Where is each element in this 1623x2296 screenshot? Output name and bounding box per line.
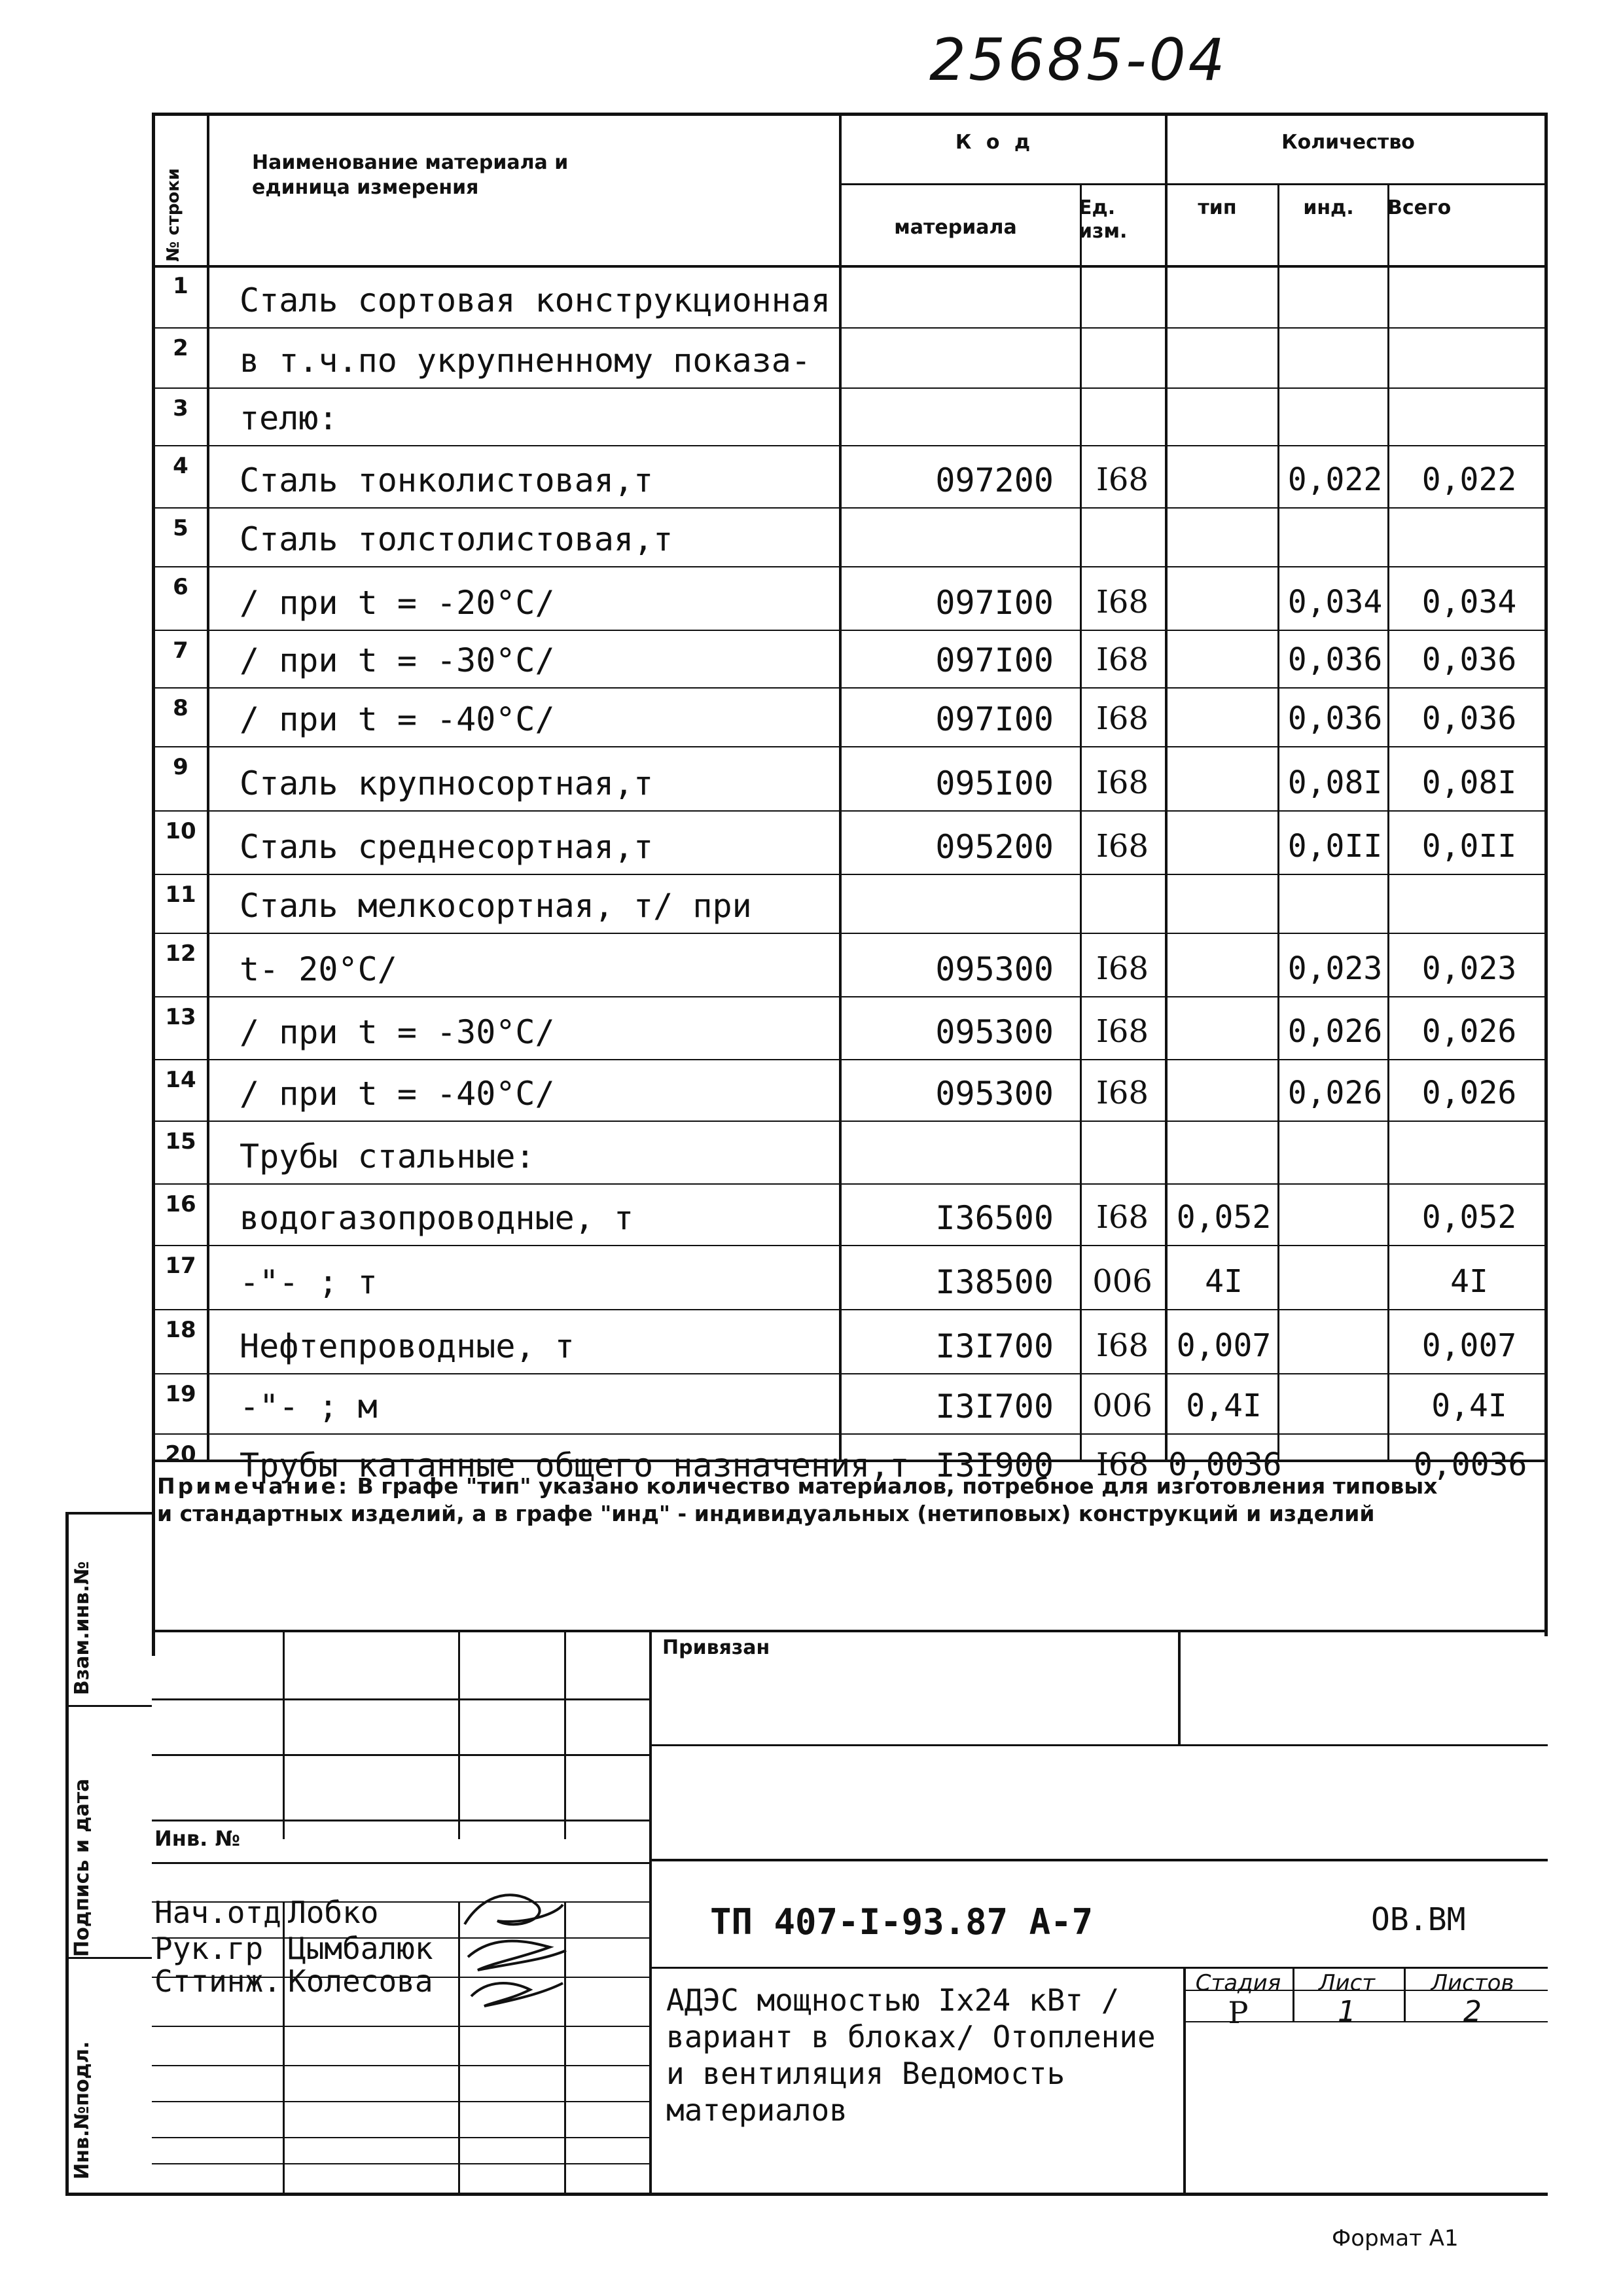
stamp-line — [65, 1957, 152, 1959]
stamp-line — [65, 1512, 152, 1515]
material-name: t- 20°C/ — [240, 950, 397, 988]
paper-format: Формат А1 — [1332, 2225, 1459, 2251]
row-number: 4 — [173, 453, 188, 479]
stamp-line — [152, 1630, 1548, 1632]
quantity-ind: 0,026 — [1287, 1013, 1383, 1050]
side-label-replaces: Взам.инв.№ — [71, 1561, 94, 1695]
material-name: Сталь мелкосортная, т/ при — [240, 887, 752, 925]
header-ind: инд. — [1303, 196, 1354, 219]
document-title: АДЭС мощностью Iх24 кВт /вариант в блоках/ Отопление и вентиляция Ведомость материалов — [666, 1982, 1156, 2128]
note — [157, 1473, 1440, 1528]
row-number: 3 — [173, 395, 188, 422]
quantity-tip: 0,052 — [1176, 1199, 1272, 1236]
row-number: 15 — [165, 1128, 196, 1155]
row-line — [152, 810, 1544, 812]
row-number: 20 — [165, 1441, 196, 1467]
signer-name: Лобко — [288, 1895, 379, 1930]
row-line — [152, 746, 1544, 747]
unit-code: 006 — [1092, 1388, 1152, 1424]
row-line — [152, 1309, 1544, 1310]
stamp-line — [152, 2137, 649, 2138]
stamp-line — [65, 1705, 152, 1707]
material-code: 095300 — [935, 950, 1054, 988]
signature-scribbles — [458, 1885, 569, 2022]
quantity-total: 0,026 — [1421, 1075, 1517, 1111]
row-line — [152, 933, 1544, 934]
row-number: 9 — [173, 754, 188, 780]
row-number: 13 — [165, 1004, 196, 1030]
project-code: ТП 407-I-93.87 А-7 — [710, 1901, 1094, 1943]
column-line — [1080, 183, 1082, 1460]
quantity-ind: 0,08I — [1287, 764, 1383, 801]
row-line — [152, 1183, 1544, 1185]
header-row-number: № строки — [164, 168, 183, 262]
row-line — [152, 327, 1544, 329]
quantity-total: 4I — [1450, 1263, 1488, 1300]
quantity-total: 0,08I — [1421, 764, 1517, 801]
quantity-total: 0,034 — [1421, 584, 1517, 620]
row-number: 17 — [165, 1253, 196, 1279]
stamp-line — [152, 2065, 649, 2066]
stamp-line — [649, 1630, 652, 2196]
quantity-total: 0,4I — [1431, 1388, 1507, 1424]
stamp-line — [649, 1967, 1548, 1969]
unit-code: I68 — [1096, 1075, 1149, 1111]
header-unit: Ед. изм. — [1079, 196, 1128, 243]
row-number: 8 — [173, 695, 188, 721]
sheet-label: Лист — [1318, 1970, 1376, 1996]
material-code: I38500 — [935, 1263, 1054, 1301]
quantity-ind: 0,036 — [1287, 700, 1383, 737]
inventory-number-label: Инв. № — [154, 1826, 240, 1851]
material-name: Сталь тонколистовая,т — [240, 461, 654, 499]
unit-code: I68 — [1096, 764, 1149, 801]
stamp-line — [152, 2163, 649, 2164]
row-line — [152, 996, 1544, 997]
stage-label: Стадия — [1195, 1970, 1281, 1996]
quantity-ind: 0,036 — [1287, 641, 1383, 678]
side-label-signature-date: Подпись и дата — [71, 1778, 94, 1957]
quantity-total: 0,023 — [1421, 950, 1517, 987]
column-line — [1165, 113, 1168, 1460]
row-number: 12 — [165, 941, 196, 967]
material-name: / при t = -40°C/ — [240, 700, 555, 738]
sheets-value: 2 — [1463, 1995, 1482, 2028]
material-code: 095300 — [935, 1075, 1054, 1113]
stamp-line — [65, 1512, 69, 2196]
quantity-total: 0,022 — [1421, 461, 1517, 498]
quantity-total: 0,036 — [1421, 641, 1517, 678]
stamp-line — [152, 1820, 649, 1821]
stamp-line — [152, 1698, 649, 1700]
unit-code: 006 — [1092, 1263, 1152, 1300]
table-top-border — [152, 113, 1544, 116]
quantity-tip: 4I — [1205, 1263, 1243, 1300]
material-name: Сталь сортовая конструкционная — [240, 281, 831, 319]
unit-code: I68 — [1096, 1327, 1149, 1364]
stamp-line — [152, 2026, 649, 2027]
row-number: 6 — [173, 574, 188, 600]
material-name: Трубы катанные общего назначения,т — [240, 1446, 910, 1484]
row-number: 2 — [173, 335, 188, 361]
quantity-total: 0,036 — [1421, 700, 1517, 737]
row-number: 18 — [165, 1317, 196, 1343]
quantity-tip: 0,4I — [1186, 1388, 1262, 1424]
unit-code: I68 — [1096, 1446, 1149, 1483]
material-code: 095I00 — [935, 764, 1054, 802]
side-label-inventory: Инв.№подл. — [71, 2041, 94, 2179]
header-code: К о д — [955, 131, 1035, 154]
note-text: В графе "тип" указано количество материалов, потребное для изготовления типовых и стандартных изделий, а в графе "инд" - индивидуальных (нетиповых) конструкций и изделий — [157, 1473, 1438, 1526]
row-number: 1 — [173, 273, 188, 299]
material-code: I3I700 — [935, 1388, 1054, 1426]
material-name: -"- ; т — [240, 1263, 378, 1301]
row-number: 11 — [165, 882, 196, 908]
material-name: Сталь крупносортная,т — [240, 764, 654, 802]
quantity-total: 0,0II — [1421, 828, 1517, 865]
stamp-line — [649, 1744, 1548, 1746]
material-code: 097200 — [935, 461, 1054, 499]
material-code: 097I00 — [935, 584, 1054, 622]
quantity-total: 0,052 — [1421, 1199, 1517, 1236]
privyazan-label: Привязан — [662, 1636, 770, 1659]
unit-code: I68 — [1096, 461, 1149, 498]
stamp-line — [152, 1754, 649, 1756]
stamp-line — [564, 1630, 566, 1839]
quantity-total: 0,007 — [1421, 1327, 1517, 1364]
row-line — [152, 387, 1544, 389]
row-number: 16 — [165, 1191, 196, 1217]
material-code: 095200 — [935, 828, 1054, 866]
quantity-ind: 0,0II — [1287, 828, 1383, 865]
material-code: I3I700 — [935, 1327, 1054, 1365]
row-line — [152, 1059, 1544, 1060]
stamp-line — [283, 1630, 285, 1839]
material-code: I3I900 — [935, 1446, 1054, 1484]
quantity-ind: 0,034 — [1287, 584, 1383, 620]
unit-code: I68 — [1096, 700, 1149, 737]
quantity-tip: 0,007 — [1176, 1327, 1272, 1364]
stamp-line — [283, 1901, 285, 2193]
signer-role: Сттинж. — [154, 1964, 281, 1999]
material-name: Трубы стальные: — [240, 1138, 535, 1175]
stamp-line — [1178, 1630, 1181, 1744]
unit-code: I68 — [1096, 950, 1149, 987]
unit-code: I68 — [1096, 1013, 1149, 1050]
stamp-line — [152, 2101, 649, 2102]
stamp-line — [458, 1630, 460, 1839]
material-name: -"- ; м — [240, 1388, 378, 1426]
unit-code: I68 — [1096, 828, 1149, 865]
row-number: 10 — [165, 818, 196, 844]
header-name: Наименование материала и единица измерения — [252, 151, 569, 199]
row-line — [152, 507, 1544, 509]
header-total: Всего — [1387, 196, 1452, 219]
material-name: Нефтепроводные, т — [240, 1327, 575, 1365]
quantity-tip: 0,0036 — [1168, 1446, 1282, 1483]
stamp-line — [152, 1862, 649, 1864]
row-number: 7 — [173, 637, 188, 664]
material-name: / при t = -40°C/ — [240, 1075, 555, 1113]
document-number: 25685-04 — [929, 26, 1228, 94]
unit-code: I68 — [1096, 641, 1149, 678]
material-code: 095300 — [935, 1013, 1054, 1051]
material-code: I36500 — [935, 1199, 1054, 1237]
row-line — [152, 1121, 1544, 1122]
material-code: 097I00 — [935, 641, 1054, 679]
table-right-border — [1544, 113, 1548, 1636]
header-split-line — [839, 183, 1544, 185]
material-name: Сталь среднесортная,т — [240, 828, 654, 866]
header-material: материала — [894, 216, 1017, 239]
material-name: в т.ч.по укрупненному показа- — [240, 342, 811, 380]
document-mark: ОВ.ВМ — [1371, 1901, 1466, 1938]
stamp-line — [65, 2193, 1548, 2196]
stage-value: Р — [1228, 1995, 1249, 2030]
row-line — [152, 1433, 1544, 1435]
sheets-label: Листов — [1431, 1970, 1514, 1996]
header-quantity: Количество — [1281, 131, 1415, 154]
quantity-total: 0,026 — [1421, 1013, 1517, 1050]
quantity-ind: 0,023 — [1287, 950, 1383, 987]
signer-role: Нач.отд — [154, 1895, 281, 1930]
unit-code: I68 — [1096, 584, 1149, 620]
unit-code: I68 — [1096, 1199, 1149, 1236]
quantity-ind: 0,022 — [1287, 461, 1383, 498]
signer-name: Колесова — [288, 1964, 433, 1999]
quantity-total: 0,0036 — [1414, 1446, 1527, 1483]
signer-role: Рук.гр — [154, 1931, 264, 1966]
row-number: 5 — [173, 515, 188, 541]
row-number: 19 — [165, 1381, 196, 1407]
header-bottom-border — [152, 265, 1544, 268]
stamp-line — [1404, 1967, 1406, 2021]
column-line — [1387, 183, 1389, 1460]
material-code: 097I00 — [935, 700, 1054, 738]
signer-name: Цымбалюк — [288, 1931, 433, 1966]
material-name: / при t = -30°C/ — [240, 1013, 555, 1051]
row-line — [152, 445, 1544, 446]
material-name: / при t = -30°C/ — [240, 641, 555, 679]
material-name: водогазопроводные, т — [240, 1199, 634, 1237]
row-line — [152, 687, 1544, 689]
note-label: Примечание: — [157, 1473, 350, 1499]
header-tip: тип — [1198, 196, 1237, 219]
row-line — [152, 1373, 1544, 1374]
column-line — [207, 113, 209, 1460]
material-name: Сталь толстолистовая,т — [240, 520, 673, 558]
row-line — [152, 874, 1544, 875]
row-line — [152, 1245, 1544, 1246]
material-name: / при t = -20°C/ — [240, 584, 555, 622]
quantity-ind: 0,026 — [1287, 1075, 1383, 1111]
row-line — [152, 630, 1544, 631]
material-name: телю: — [240, 399, 338, 437]
row-number: 14 — [165, 1067, 196, 1093]
sheet-value: 1 — [1338, 1995, 1356, 2028]
row-line — [152, 566, 1544, 567]
stamp-line — [649, 1859, 1548, 1861]
